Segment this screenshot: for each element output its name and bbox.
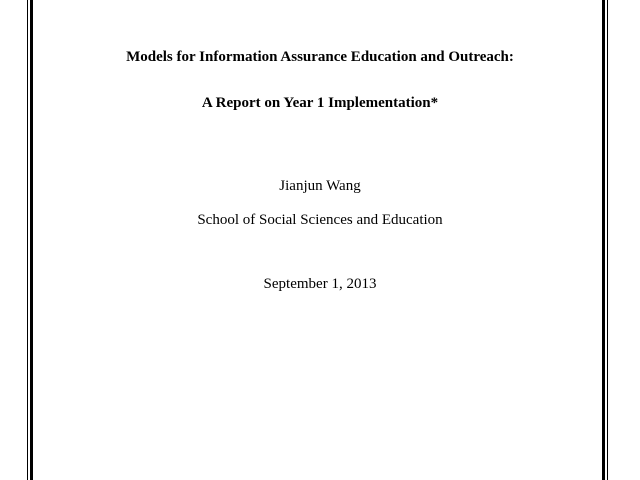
report-date: September 1, 2013	[263, 276, 377, 292]
page-border	[30, 0, 605, 480]
report-title-line-2: A Report on Year 1 Implementation*	[201, 95, 439, 111]
author-name: Jianjun Wang	[279, 178, 361, 194]
report-title-line-1: Models for Information Assurance Education and Outreach:	[126, 49, 514, 65]
author-affiliation: School of Social Sciences and Education	[197, 212, 443, 228]
